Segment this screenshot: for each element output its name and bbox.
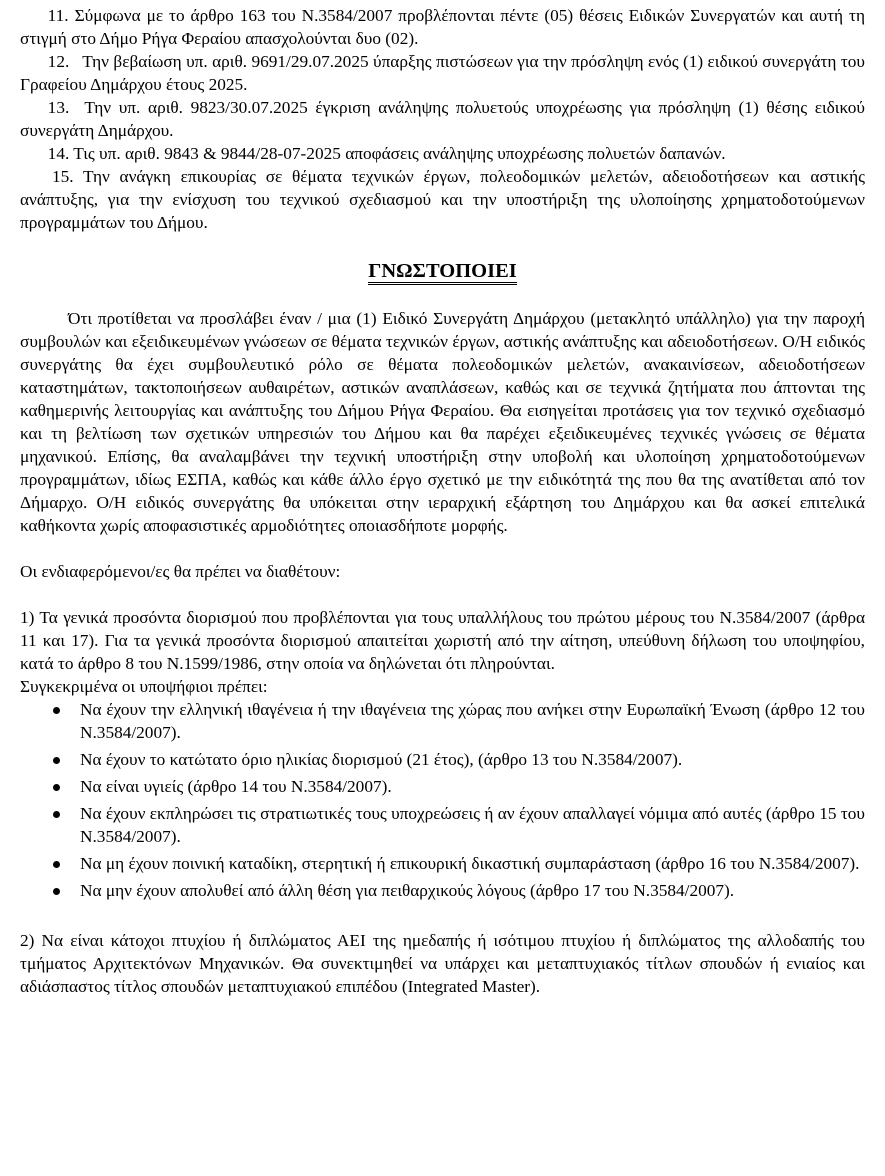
bullet-item: Να μη έχουν ποινική καταδίκη, στερητική ή επικουρική δικαστική συμπαράσταση (άρθρο 16 του Ν.3584/2007).	[80, 852, 865, 875]
bullet-item: Να έχουν εκπληρώσει τις στρατιωτικές τους υποχρεώσεις ή αν έχουν απαλλαγεί νόμιμα από αυτές (άρθρο 15 του Ν.3584/2007).	[80, 802, 865, 848]
bullet-item: Να μην έχουν απολυθεί από άλλη θέση για πειθαρχικούς λόγους (άρθρο 17 του Ν.3584/2007).	[80, 879, 865, 902]
requirement-1-specifically: Συγκεκριμένα οι υποψήφιοι πρέπει:	[20, 677, 268, 696]
bullet-icon	[53, 784, 60, 791]
item-number: 14.	[47, 144, 70, 163]
item-text: Σύμφωνα με το άρθρο 163 του Ν.3584/2007 προβλέπονται πέντε (05) θέσεις Ειδικών Συνεργατών και αυτή τη στιγμή στο Δήμο Ρήγα Φεραίου απασχολούνται δυο (02).	[20, 6, 866, 48]
item-number: 11.	[47, 6, 69, 25]
requirement-2-text: 2) Να είναι κάτοχοι πτυχίου ή διπλώματος ΑΕΙ της ημεδαπής ή ισότιμου πτυχίου ή διπλώματος της αλλοδαπής του τμήματος Αρχιτεκτόνων Μηχανικών. Θα συνεκτιμηθεί να υπάρχει και μεταπτυχιακός τίτλων σπουδών ή ενιαίος και αδιάσπαστος τίτλος σπουδών μεταπτυχιακού επιπέδου (Integrated Master).	[20, 931, 865, 996]
consideration-item-12	[20, 50, 865, 96]
consideration-item-13	[20, 96, 865, 142]
announcement-paragraph: Ότι προτίθεται να προσλάβει έναν / μια (1) Ειδικό Συνεργάτη Δημάρχου (μετακλητό υπάλληλο) για την παροχή συμβουλών και εξειδικευμένων γνώσεων σε θέματα τεχνικών έργων, αστικής ανάπτυξης και αδειοδοτήσεων. Ο/Η ειδικός συνεργάτης θα έχει συμβουλευτικό ρόλο σε θέματα πολεοδομικών μελετών, ανακαινίσεων, αδειοδοτήσεων καταστημάτων, τακτοποιήσεων αυθαιρέτων, αστικών αναπλάσεων, καθώς και σε τεχνικά ζητήματα που άπτονται της καθημερινής λειτουργίας και ανάπτυξης του Δήμου Ρήγα Φεραίου. Θα εισηγείται προτάσεις για τον τεχνικό σχεδιασμό και τη βελτίωση των σχετικών υπηρεσιών του Δήμου και θα παρέχει εξειδικευμένες τεχνικές γνώσεις σε θέματα μηχανικού. Επίσης, θα αναλαμβάνει την τεχνική υποστήριξη στην υποβολή και υλοποίηση χρηματοδοτούμενων προγραμμάτων, ιδίως ΕΣΠΑ, καθώς και κάθε άλλο έργο σχετικό με την ειδικότητά της που θα της ανατίθεται από τον Δήμαρχο. Ο/Η ειδικός συνεργάτης θα υπόκειται στην ιεραρχική εξάρτηση του Δημάρχου και θα ασκεί επιτελικά καθήκοντα χωρίς αποφασιστικές αρμοδιότητες οποιασδήποτε μορφής.	[20, 309, 865, 535]
requirement-1-bullet-list	[20, 698, 865, 902]
bullet-item: Να έχουν το κατώτατο όριο ηλικίας διορισμού (21 έτος), (άρθρο 13 του Ν.3584/2007).	[80, 748, 865, 771]
requirement-1-text: 1) Τα γενικά προσόντα διορισμού που προβλέπονται για τους υπαλλήλους του πρώτου μέρους του Ν.3584/2007 (άρθρα 11 και 17). Για τα γενικά προσόντα διορισμού απαιτείται χωριστή από την αίτηση, υπεύθυνη δήλωση του υποψηφίου, κατά το άρθρο 8 του Ν.1599/1986, στην οποία να δηλώνεται ότι πληρούνται.	[20, 608, 865, 673]
section-heading: ΓΝΩΣΤΟΠΟΙΕΙ	[368, 260, 516, 285]
considerations-list	[20, 4, 865, 234]
bullet-icon	[53, 707, 60, 714]
item-text: Την ανάγκη επικουρίας σε θέματα τεχνικών έργων, πολεοδομικών μελετών, αδειοδοτήσεων και αστικής ανάπτυξης, για την ενίσχυση του τεχνικού σχεδιασμού και την υποστήριξη της υλοποίησης χρηματοδοτούμενων προγραμμάτων του Δήμου.	[20, 167, 865, 232]
requirements-intro: Οι ενδιαφερόμενοι/ες θα πρέπει να διαθέτουν:	[20, 562, 341, 581]
consideration-item-15	[20, 165, 865, 234]
bullet-item: Να έχουν την ελληνική ιθαγένεια ή την ιθαγένεια της χώρας που ανήκει στην Ευρωπαϊκή Ένωση (άρθρο 12 του Ν.3584/2007).	[80, 698, 865, 744]
document-page	[20, 4, 865, 998]
heading-container	[20, 260, 865, 285]
item-text: Την υπ. αριθ. 9823/30.07.2025 έγκριση ανάληψης πολυετούς υποχρέωσης για πρόσληψη (1) θέσης ειδικού συνεργάτη Δημάρχου.	[20, 98, 865, 140]
bullet-item: Να είναι υγιείς (άρθρο 14 του Ν.3584/2007).	[80, 775, 865, 798]
bullet-icon	[53, 811, 60, 818]
item-number: 13.	[47, 98, 70, 117]
consideration-item-14	[20, 142, 865, 165]
consideration-item-11	[20, 4, 865, 50]
item-text: Την βεβαίωση υπ. αριθ. 9691/29.07.2025 ύπαρξης πιστώσεων για την πρόσληψη ενός (1) ειδικού συνεργάτη του Γραφείου Δημάρχου έτους 2025.	[20, 52, 865, 94]
item-text: Τις υπ. αριθ. 9843 & 9844/28-07-2025 αποφάσεις ανάληψης υποχρέωσης πολυετών δαπανών.	[73, 144, 726, 163]
item-number: 12.	[47, 52, 70, 71]
bullet-icon	[53, 888, 60, 895]
item-number: 15.	[52, 167, 74, 186]
bullet-icon	[53, 861, 60, 868]
bullet-icon	[53, 757, 60, 764]
